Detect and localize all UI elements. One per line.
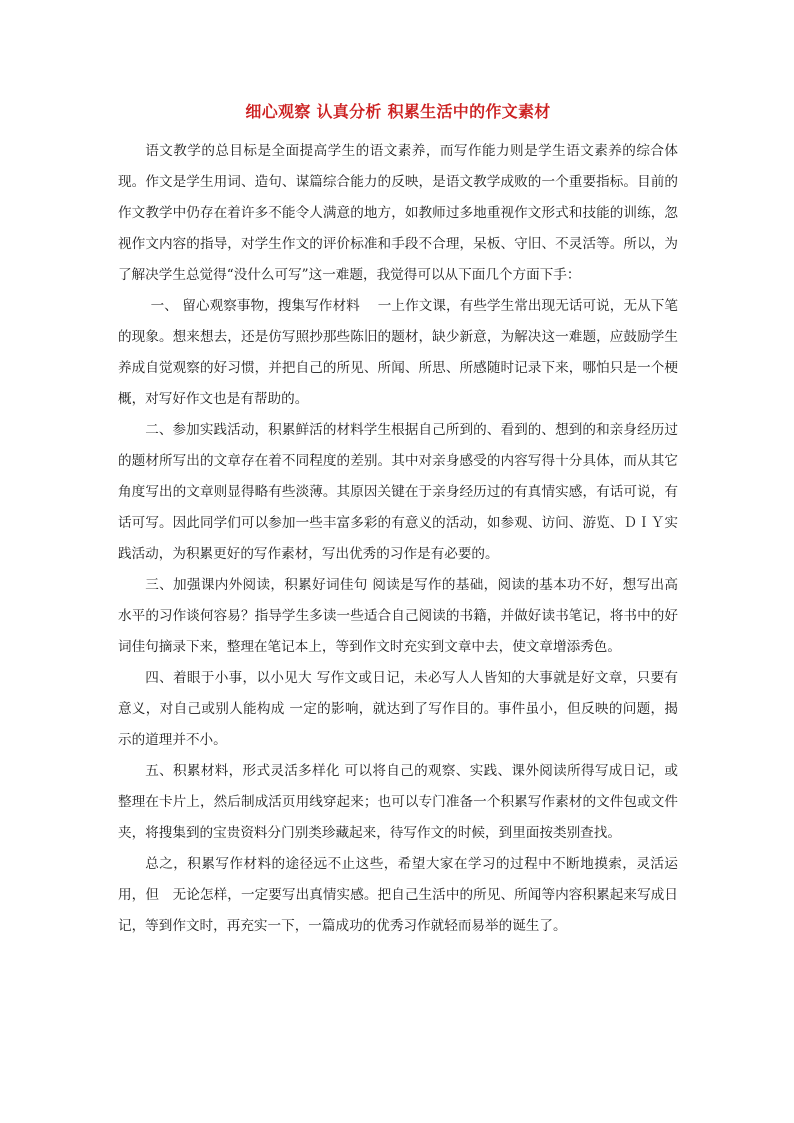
section-four-paragraph: 四、着眼于小事，以小见大 写作文或日记，未必写人人皆知的大事就是好文章，只要有意义，对自己或别人能构成 一定的影响，就达到了写作目的。事件虽小，但反映的问题，揭示的道理并不小。	[118, 670, 678, 748]
intro-paragraph: 语文教学的总目标是全面提高学生的语文素养，而写作能力则是学生语文素养的综合体现。作文是学生用词、造句、谋篇综合能力的反映，是语文教学成败的一个重要指标。目前的作文教学中仍存在着许多不能令人满意的地方，如教师过多地重视作文形式和技能的训练，忽视作文内容的指导，对学生作文的评价标准和手段不合理，呆板、守旧、不灵活等。所以，为了解决学生总觉得“没什么可写”这一难题，我觉得可以从下面几个方面下手：	[118, 143, 678, 283]
section-one-paragraph: 一、 留心观察事物，搜集写作材料 一上作文课，有些学生常出现无话可说，无从下笔的现象。想来想去，还是仿写照抄那些陈旧的题材，缺少新意，为解决这一难题，应鼓励学生养成自觉观察的好习惯，并把自己的所见、所闻、所思、所感随时记录下来，哪怕只是一个梗概，对写好作文也是有帮助的。	[118, 298, 678, 407]
document-page	[118, 100, 678, 942]
conclusion-paragraph: 总之，积累写作材料的途径远不止这些，希望大家在学习的过程中不断地摸索，灵活运用，但 无论怎样，一定要写出真情实感。把自己生活中的所见、所闻等内容积累起来写成日记，等到作文时，再充实一下，一篇成功的优秀习作就轻而易举的诞生了。	[118, 856, 678, 934]
section-five-paragraph: 五、积累材料，形式灵活多样化 可以将自己的观察、实践、课外阅读所得写成日记，或整理在卡片上，然后制成活页用线穿起来；也可以专门准备一个积累写作素材的文件包或文件夹，将搜集到的宝贵资料分门别类珍藏起来，待写作文的时候，到里面按类别查找。	[118, 763, 678, 841]
section-three-paragraph: 三、加强课内外阅读，积累好词佳句 阅读是写作的基础，阅读的基本功不好，想写出高水平的习作谈何容易？指导学生多读一些适合自己阅读的书籍，并做好读书笔记，将书中的好词佳句摘录下来，整理在笔记本上，等到作文时充实到文章中去，使文章增添秀色。	[118, 577, 678, 655]
document-title: 细心观察 认真分析 积累生活中的作文素材	[245, 102, 551, 121]
section-two-paragraph: 二、参加实践活动，积累鲜活的材料学生根据自己所到的、看到的、想到的和亲身经历过的题材所写出的文章存在着不同程度的差别。其中对亲身感受的内容写得十分具体，而从其它角度写出的文章则显得略有些淡薄。其原因关键在于亲身经历过的有真情实感，有话可说，有话可写。因此同学们可以参加一些丰富多彩的有意义的活动，如参观、访问、游览、ＤＩＹ实践活动，为积累更好的写作素材，写出优秀的习作是有必要的。	[118, 422, 678, 562]
